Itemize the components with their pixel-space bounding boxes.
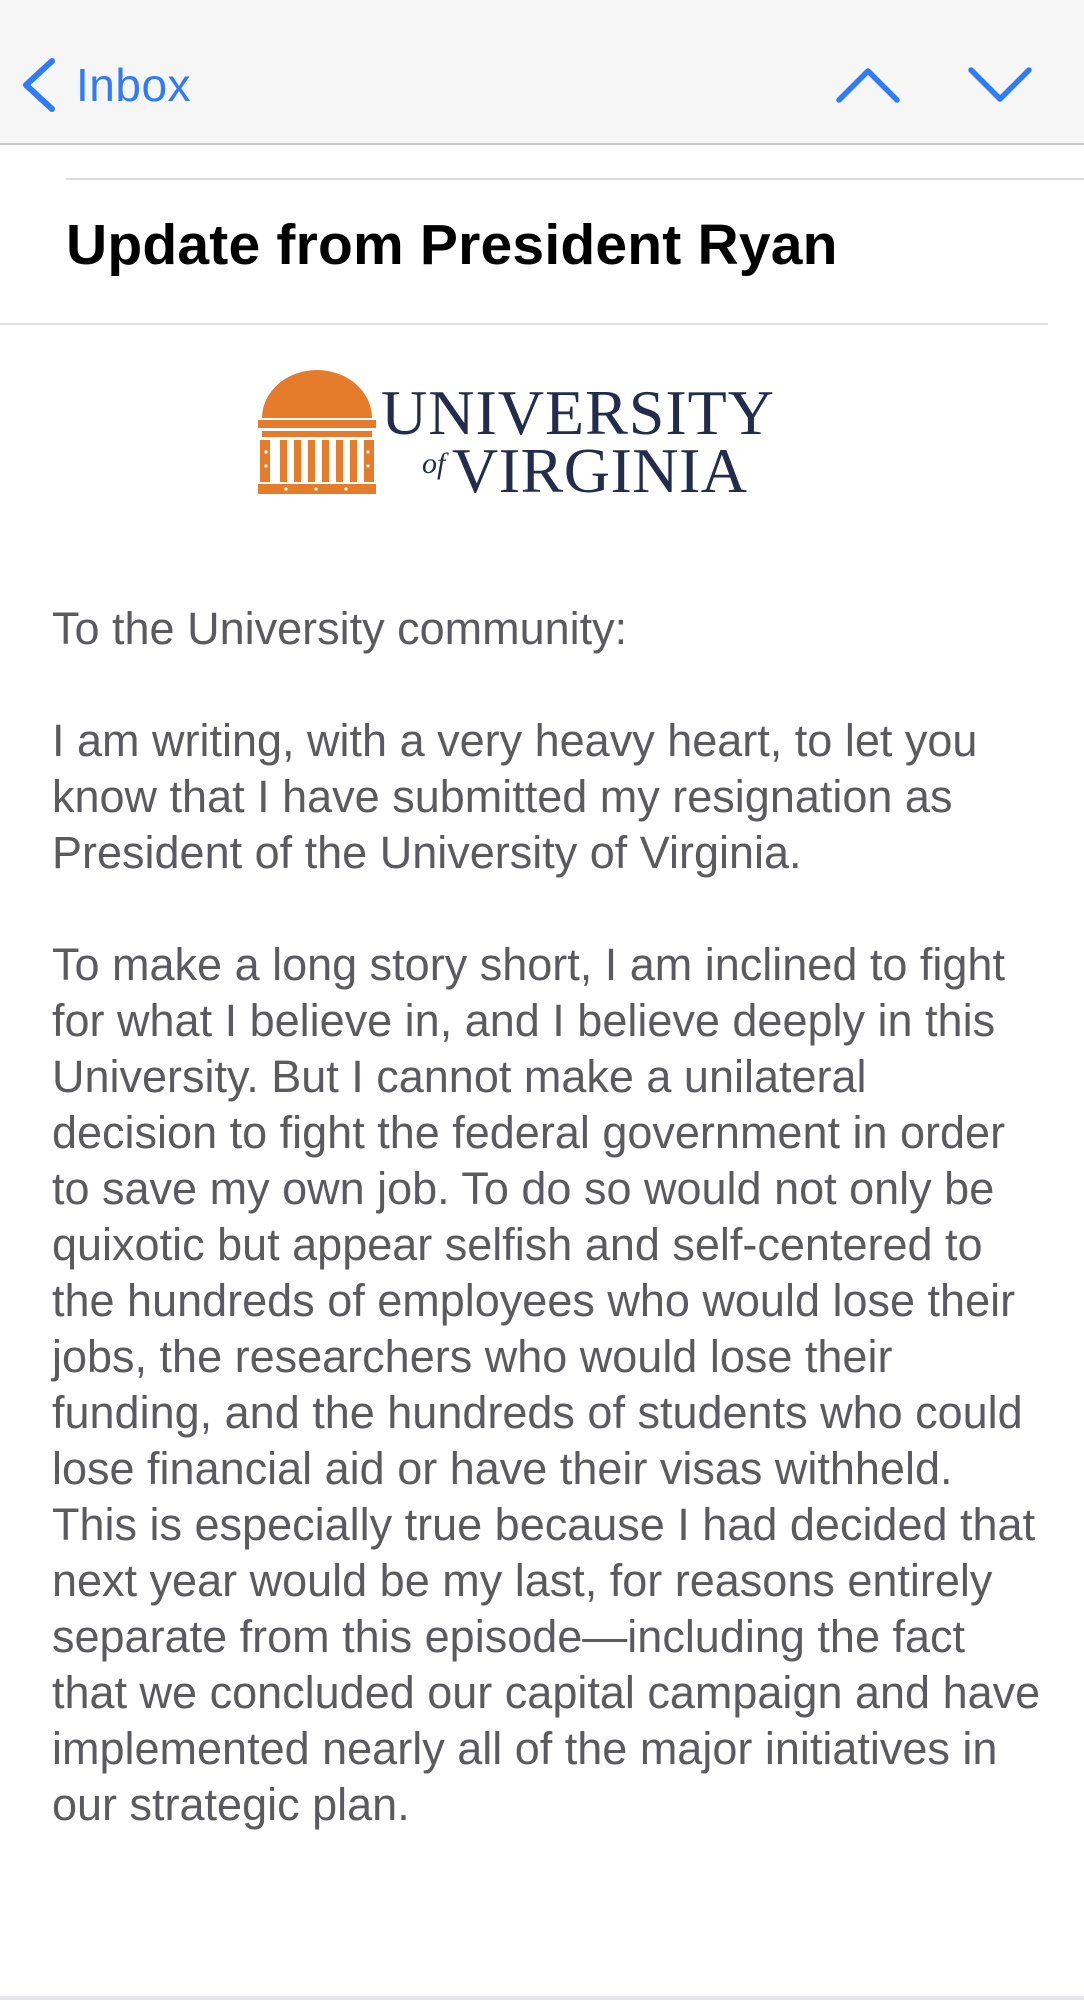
email-subject: Update from President Ryan bbox=[66, 213, 838, 277]
back-to-inbox-button[interactable] bbox=[20, 50, 191, 120]
body-paragraph: I am writing, with a very heavy heart, to let you know that I have submitted my resignation as President of the University of Virginia. bbox=[52, 715, 978, 878]
chevron-up-icon bbox=[833, 55, 903, 115]
body-paragraph: To make a long story short, I am inclined to fight for what I believe in, and I believe deeply in this University. But I cannot make a unilateral decision to fight the federal government in order to save my own job. To do so would not only be quixotic but appear selfish and self-centered to the hundreds of employees who would lose their jobs, the researchers who would lose their funding, and the hundreds of students who could lose financial aid or have their visas withheld. This is especially true because I had decided that next year would be my last, for reasons entirely separate from this episode—including the fact that we concluded our capital campaign and have implemented nearly all of the major initiatives in our strategic plan. bbox=[52, 939, 1041, 1830]
email-body bbox=[52, 601, 1042, 1889]
logo-line-university: UNIVERSITY bbox=[381, 377, 775, 448]
university-logo bbox=[256, 368, 796, 508]
logo-of: of bbox=[422, 447, 446, 480]
previous-message-button[interactable] bbox=[833, 55, 903, 115]
logo-line-virginia: VIRGINIA bbox=[452, 435, 748, 506]
chevron-left-icon bbox=[20, 56, 58, 114]
back-label: Inbox bbox=[76, 59, 192, 111]
header-divider-top bbox=[66, 178, 1084, 180]
next-message-button[interactable] bbox=[965, 55, 1035, 115]
rotunda-icon bbox=[258, 370, 376, 494]
salutation: To the University community: bbox=[52, 603, 628, 654]
bottom-edge bbox=[0, 1996, 1084, 2000]
header-divider-bottom bbox=[0, 323, 1048, 325]
navigation-bar bbox=[0, 0, 1084, 145]
chevron-down-icon bbox=[965, 55, 1035, 115]
